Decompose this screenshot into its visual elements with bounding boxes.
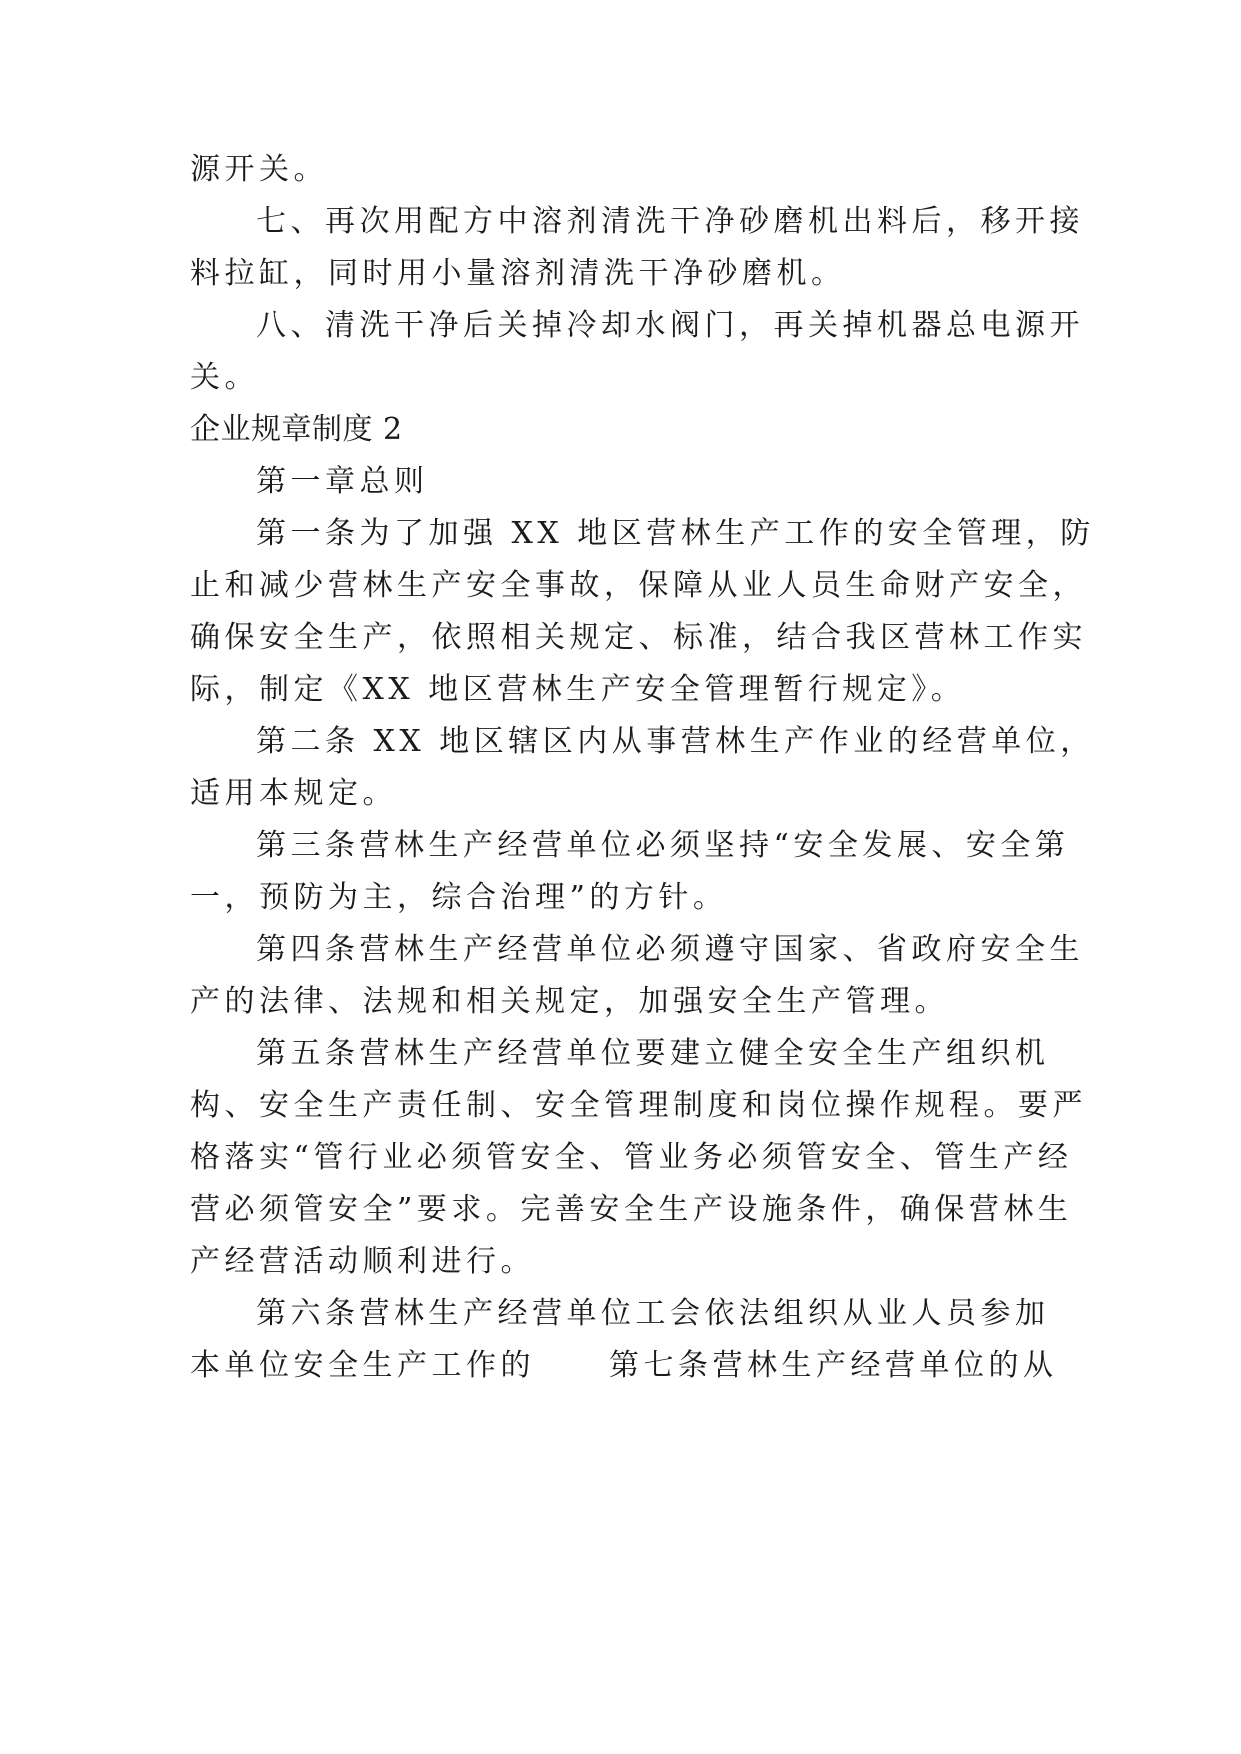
text-line: 营必须管安全”要求。完善安全生产设施条件，确保营林生 bbox=[190, 1192, 1073, 1227]
text-line: 第四条营林生产经营单位必须遵守国家、省政府安全生 bbox=[256, 932, 1084, 967]
text-line: 七、再次用配方中溶剂清洗干净砂磨机出料后，移开接 bbox=[256, 204, 1084, 239]
text-line: 产经营活动顺利进行。 bbox=[190, 1244, 535, 1279]
text-line: 产的法律、法规和相关规定，加强安全生产管理。 bbox=[190, 984, 949, 1019]
text-line: 际，制定《XX 地区营林生产安全管理暂行规定》。 bbox=[190, 672, 966, 707]
chapter-heading: 第一章总则 bbox=[256, 464, 429, 499]
text-line bbox=[190, 1346, 1058, 1386]
text-line: 确保安全生产，依照相关规定、标准，结合我区营林工作实 bbox=[190, 620, 1087, 655]
text-line: 关。 bbox=[190, 360, 259, 395]
text-line: 适用本规定。 bbox=[190, 776, 397, 811]
text-line: 格落实“管行业必须管安全、管业务必须管安全、管生产经 bbox=[190, 1140, 1073, 1175]
text-line: 第六条营林生产经营单位工会依法组织从业人员参加 bbox=[256, 1296, 1050, 1331]
text-line: 八、清洗干净后关掉冷却水阀门，再关掉机器总电源开 bbox=[256, 308, 1084, 343]
text-line: 第二条 XX 地区辖区内从事营林生产作业的经营单位， bbox=[256, 724, 1095, 759]
section-heading: 企业规章制度 2 bbox=[190, 412, 403, 447]
text-line: 源开关。 bbox=[190, 152, 328, 187]
text-segment: 本单位安全生产工作的 bbox=[190, 1348, 535, 1383]
text-line: 第三条营林生产经营单位必须坚持“安全发展、安全第 bbox=[256, 828, 1070, 863]
text-segment: 第七条营林生产经营单位的从 bbox=[609, 1348, 1058, 1383]
text-line: 止和减少营林生产安全事故，保障从业人员生命财产安全， bbox=[190, 568, 1087, 603]
text-line: 一，预防为主，综合治理”的方针。 bbox=[190, 880, 728, 915]
text-line: 构、安全生产责任制、安全管理制度和岗位操作规程。要严 bbox=[190, 1088, 1087, 1123]
text-line: 第一条为了加强 XX 地区营林生产工作的安全管理，防 bbox=[256, 516, 1095, 551]
text-line: 料拉缸，同时用小量溶剂清洗干净砂磨机。 bbox=[190, 256, 846, 291]
text-line: 第五条营林生产经营单位要建立健全安全生产组织机 bbox=[256, 1036, 1050, 1071]
